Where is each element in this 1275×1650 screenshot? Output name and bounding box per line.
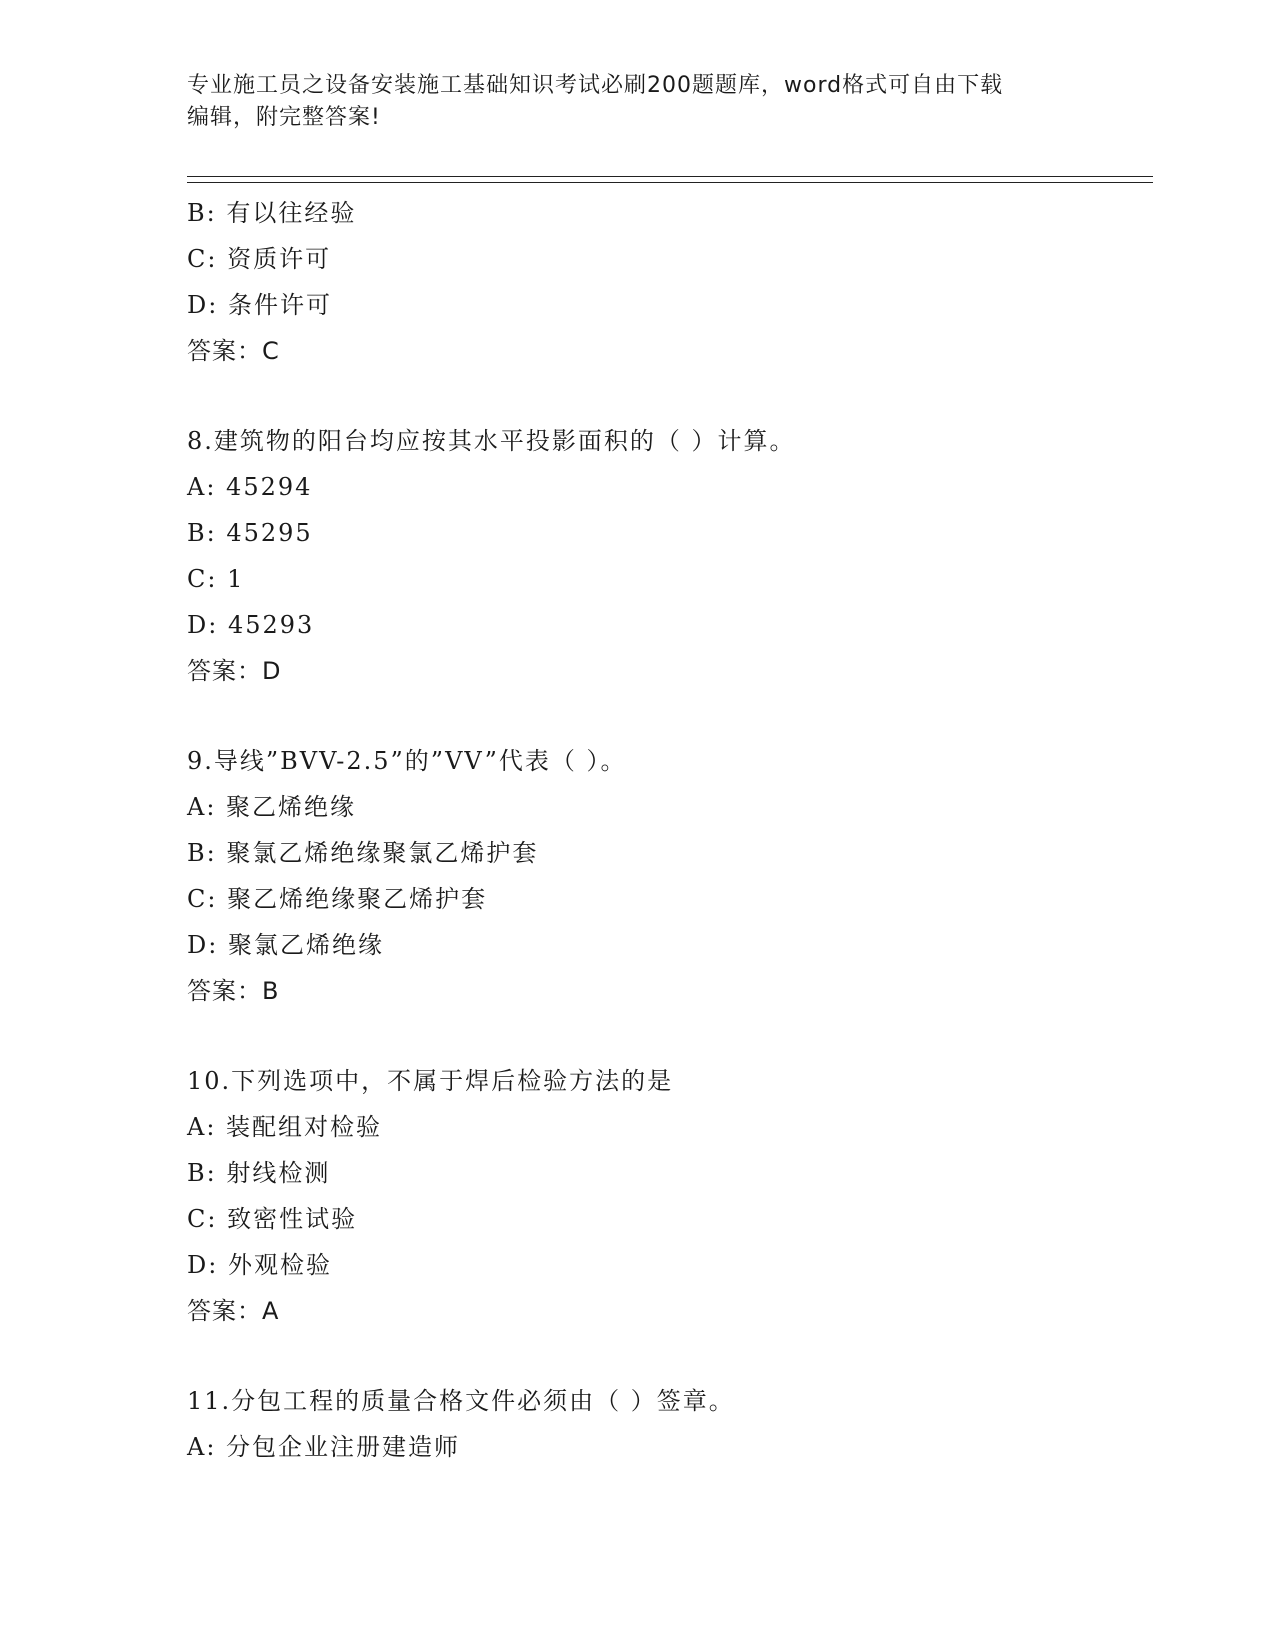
- option-d: D: 外观检验: [187, 1251, 332, 1279]
- option-b: B: 有以往经验: [187, 199, 357, 227]
- question-block-8: [187, 418, 1147, 694]
- option-d: D: 条件许可: [187, 291, 332, 319]
- option-c: C: 资质许可: [187, 245, 332, 273]
- header-line-1: 专业施工员之设备安装施工基础知识考试必刷200题题库，word格式可自由下载: [187, 73, 1004, 98]
- option-d: D: 45293: [187, 611, 315, 639]
- question-block-7: [187, 190, 1147, 374]
- option-a: A: 分包企业注册建造师: [187, 1433, 461, 1461]
- option-a: A: 聚乙烯绝缘: [187, 793, 357, 821]
- option-a: A: 装配组对检验: [187, 1113, 383, 1141]
- document-header: [187, 70, 1077, 134]
- option-a: A: 45294: [187, 473, 313, 501]
- question-block-9: [187, 738, 1147, 1014]
- option-d: D: 聚氯乙烯绝缘: [187, 931, 384, 959]
- answer: 答案：B: [187, 977, 280, 1005]
- header-line-2: 编辑，附完整答案!: [187, 105, 381, 130]
- answer: 答案：A: [187, 1297, 280, 1325]
- header-divider-top: [187, 176, 1153, 177]
- question-block-11: [187, 1378, 1147, 1470]
- option-c: C: 致密性试验: [187, 1205, 358, 1233]
- question-text: 8.建筑物的阳台均应按其水平投影面积的（ ）计算。: [187, 427, 796, 455]
- option-b: B: 聚氯乙烯绝缘聚氯乙烯护套: [187, 839, 539, 867]
- option-b: B: 45295: [187, 519, 313, 547]
- question-text: 9.导线”BVV-2.5”的”VV”代表（ ）。: [187, 747, 627, 775]
- header-divider-bottom: [187, 182, 1153, 183]
- option-b: B: 射线检测: [187, 1159, 331, 1187]
- question-text: 10.下列选项中，不属于焊后检验方法的是: [187, 1067, 674, 1095]
- answer: 答案：D: [187, 657, 282, 685]
- answer: 答案：C: [187, 337, 280, 365]
- question-list: [187, 190, 1147, 1470]
- option-c: C: 聚乙烯绝缘聚乙烯护套: [187, 885, 488, 913]
- question-block-10: [187, 1058, 1147, 1334]
- question-text: 11.分包工程的质量合格文件必须由（ ）签章。: [187, 1387, 735, 1415]
- option-c: C: 1: [187, 565, 245, 593]
